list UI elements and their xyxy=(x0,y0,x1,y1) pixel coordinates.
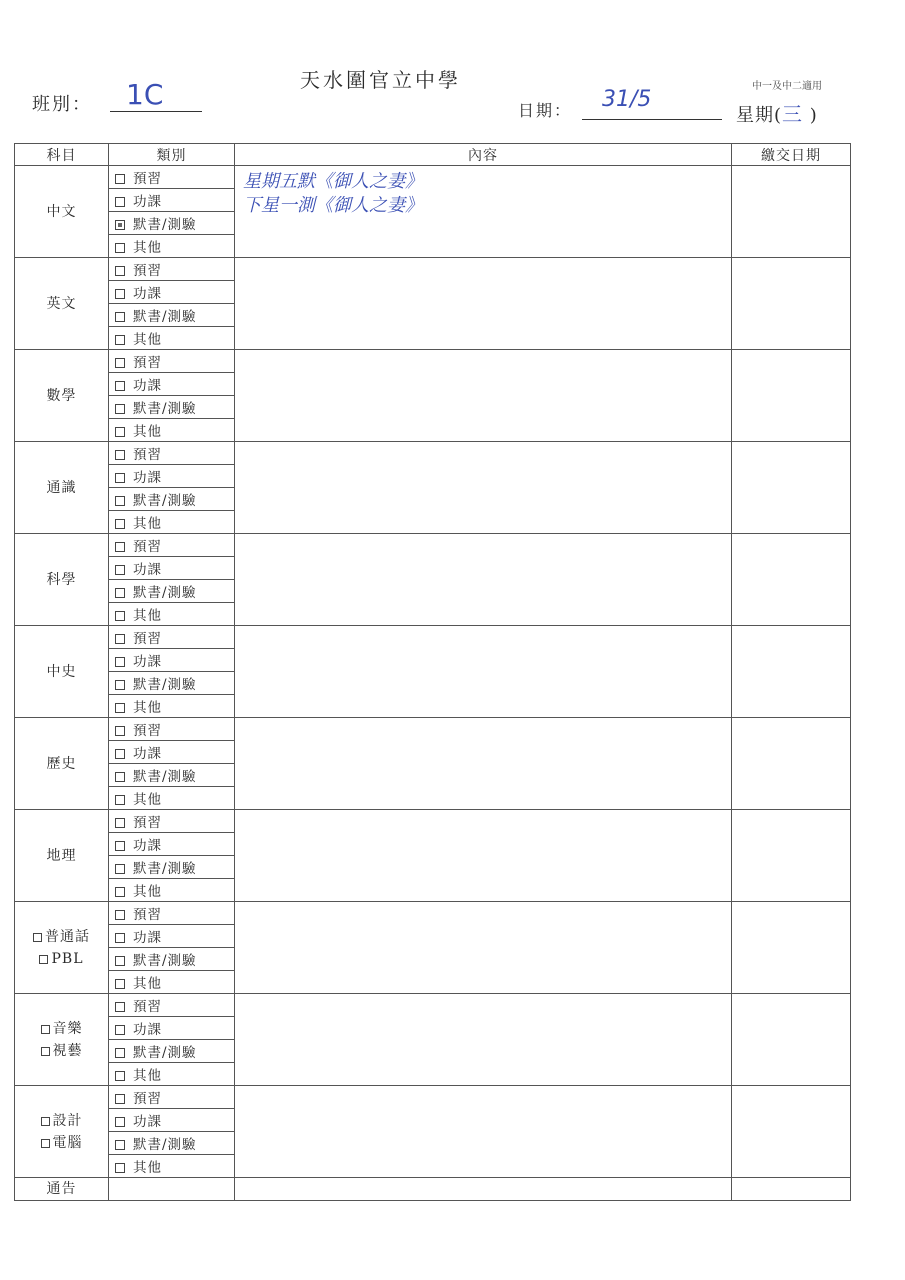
content-cell[interactable] xyxy=(235,718,732,810)
category-label: 預習 xyxy=(133,907,162,923)
category-cell[interactable] xyxy=(109,1017,235,1040)
category-cell[interactable] xyxy=(109,718,235,741)
category-cell[interactable] xyxy=(109,396,235,419)
due-date-cell[interactable] xyxy=(732,718,851,810)
category-cell[interactable] xyxy=(109,1040,235,1063)
homework-table xyxy=(14,143,851,1201)
category-checkbox[interactable] xyxy=(115,1094,125,1104)
table-row xyxy=(15,534,851,557)
category-cell[interactable] xyxy=(109,1063,235,1086)
category-cell[interactable] xyxy=(109,695,235,718)
subject-checkbox[interactable] xyxy=(41,1047,50,1056)
subject-cell xyxy=(15,258,109,350)
school-title: 天水圍官立中學 xyxy=(300,68,461,92)
notice-label: 通告 xyxy=(15,1178,109,1201)
category-label: 功課 xyxy=(133,562,162,578)
category-checkbox[interactable] xyxy=(115,887,125,897)
category-checkbox[interactable] xyxy=(115,542,125,552)
subject-name[interactable] xyxy=(15,926,108,948)
homework-entry: 下星一測《御人之妻》 xyxy=(243,195,423,216)
category-checkbox[interactable] xyxy=(115,1163,125,1173)
content-cell[interactable] xyxy=(235,810,732,902)
category-label: 預習 xyxy=(133,999,162,1015)
category-label: 功課 xyxy=(133,194,162,210)
category-label: 預習 xyxy=(133,447,162,463)
category-checkbox[interactable] xyxy=(115,979,125,989)
category-label: 其他 xyxy=(133,976,162,992)
category-cell[interactable] xyxy=(109,465,235,488)
category-checkbox[interactable] xyxy=(115,772,125,782)
content-cell[interactable] xyxy=(235,994,732,1086)
content-cell[interactable] xyxy=(235,1086,732,1178)
table-row xyxy=(15,994,851,1017)
table-row xyxy=(15,626,851,649)
subject-name[interactable] xyxy=(15,1110,108,1132)
subject-label: 中文 xyxy=(46,203,77,220)
category-label: 默書/測驗 xyxy=(133,861,197,877)
due-date-cell[interactable] xyxy=(732,902,851,994)
subject-checkbox[interactable] xyxy=(41,1025,50,1034)
subject-name[interactable] xyxy=(15,948,108,970)
content-cell[interactable] xyxy=(235,350,732,442)
due-date-cell[interactable] xyxy=(732,810,851,902)
category-cell[interactable] xyxy=(109,580,235,603)
category-cell[interactable] xyxy=(109,373,235,396)
content-cell[interactable] xyxy=(235,166,732,258)
due-date-cell[interactable] xyxy=(732,258,851,350)
category-cell[interactable] xyxy=(109,189,235,212)
subject-cell xyxy=(15,718,109,810)
subject-checkbox[interactable] xyxy=(33,933,42,942)
category-cell[interactable] xyxy=(109,488,235,511)
category-label: 其他 xyxy=(133,332,162,348)
category-label: 預習 xyxy=(133,355,162,371)
category-cell[interactable] xyxy=(109,304,235,327)
subject-cell xyxy=(15,534,109,626)
category-checkbox[interactable] xyxy=(115,1140,125,1150)
category-cell[interactable] xyxy=(109,603,235,626)
due-date-cell[interactable] xyxy=(732,626,851,718)
category-checkbox[interactable] xyxy=(115,841,125,851)
category-label: 功課 xyxy=(133,378,162,394)
category-label: 功課 xyxy=(133,838,162,854)
category-checkbox[interactable] xyxy=(115,381,125,391)
class-label: 班別： xyxy=(32,94,92,115)
category-cell[interactable] xyxy=(109,672,235,695)
category-cell[interactable] xyxy=(109,258,235,281)
content-cell[interactable] xyxy=(235,442,732,534)
category-cell[interactable] xyxy=(109,327,235,350)
header-due-date: 繳交日期 xyxy=(732,144,851,166)
notice-row xyxy=(15,1178,851,1201)
category-checkbox[interactable] xyxy=(115,312,125,322)
subject-label: 中史 xyxy=(46,663,77,680)
due-date-cell[interactable] xyxy=(732,350,851,442)
category-cell[interactable] xyxy=(109,833,235,856)
content-cell[interactable] xyxy=(235,534,732,626)
category-checkbox[interactable] xyxy=(115,933,125,943)
subject-label: 科學 xyxy=(46,571,77,588)
category-checkbox[interactable] xyxy=(115,404,125,414)
category-label: 默書/測驗 xyxy=(133,217,197,233)
subject-cell xyxy=(15,166,109,258)
subject-label: PBL xyxy=(51,950,84,967)
category-checkbox[interactable] xyxy=(115,473,125,483)
subject-label: 英文 xyxy=(46,295,77,312)
subject-cell xyxy=(15,994,109,1086)
category-label: 默書/測驗 xyxy=(133,1045,197,1061)
subject-label: 地理 xyxy=(46,847,77,864)
category-cell[interactable] xyxy=(109,856,235,879)
subject-label: 普通話 xyxy=(45,928,90,945)
due-date-cell[interactable] xyxy=(732,1086,851,1178)
notice-category-cell[interactable] xyxy=(109,1178,235,1201)
category-label: 默書/測驗 xyxy=(133,769,197,785)
category-label: 默書/測驗 xyxy=(133,1137,197,1153)
subject-name[interactable] xyxy=(15,1132,108,1154)
category-cell[interactable] xyxy=(109,350,235,373)
category-checkbox[interactable] xyxy=(115,220,125,230)
subject-cell xyxy=(15,626,109,718)
category-cell[interactable] xyxy=(109,787,235,810)
table-row xyxy=(15,902,851,925)
table-row xyxy=(15,350,851,373)
category-cell[interactable] xyxy=(109,902,235,925)
category-checkbox[interactable] xyxy=(115,956,125,966)
weekday-value: 三 xyxy=(782,102,804,126)
content-cell[interactable] xyxy=(235,258,732,350)
subject-label: 音樂 xyxy=(52,1020,83,1037)
category-label: 默書/測驗 xyxy=(133,309,197,325)
category-cell[interactable] xyxy=(109,1155,235,1178)
due-date-cell[interactable] xyxy=(732,442,851,534)
header-subject: 科目 xyxy=(15,144,109,166)
category-checkbox[interactable] xyxy=(115,680,125,690)
subject-cell xyxy=(15,350,109,442)
weekday-suffix: ) xyxy=(803,105,818,126)
category-checkbox[interactable] xyxy=(115,611,125,621)
category-cell[interactable] xyxy=(109,1132,235,1155)
category-cell[interactable] xyxy=(109,235,235,258)
category-checkbox[interactable] xyxy=(115,726,125,736)
category-label: 功課 xyxy=(133,654,162,670)
category-checkbox[interactable] xyxy=(115,174,125,184)
subject-cell xyxy=(15,442,109,534)
category-checkbox[interactable] xyxy=(115,749,125,759)
category-checkbox[interactable] xyxy=(115,266,125,276)
category-cell[interactable] xyxy=(109,1109,235,1132)
table-row xyxy=(15,442,851,465)
category-label: 其他 xyxy=(133,608,162,624)
category-checkbox[interactable] xyxy=(115,335,125,345)
category-checkbox[interactable] xyxy=(115,703,125,713)
due-date-cell[interactable] xyxy=(732,994,851,1086)
category-label: 其他 xyxy=(133,424,162,440)
category-label: 默書/測驗 xyxy=(133,585,197,601)
table-row xyxy=(15,1086,851,1109)
category-label: 預習 xyxy=(133,171,162,187)
category-checkbox[interactable] xyxy=(115,427,125,437)
category-checkbox[interactable] xyxy=(115,864,125,874)
category-label: 其他 xyxy=(133,1160,162,1176)
category-cell[interactable] xyxy=(109,442,235,465)
class-field[interactable]: 1C xyxy=(110,78,202,112)
category-cell[interactable] xyxy=(109,971,235,994)
subject-label: 通識 xyxy=(46,479,77,496)
category-label: 功課 xyxy=(133,746,162,762)
header-category: 類別 xyxy=(109,144,235,166)
category-checkbox[interactable] xyxy=(115,243,125,253)
subject-name xyxy=(15,201,108,223)
category-checkbox[interactable] xyxy=(115,519,125,529)
category-label: 默書/測驗 xyxy=(133,677,197,693)
subject-name xyxy=(15,477,108,499)
category-checkbox[interactable] xyxy=(115,818,125,828)
category-checkbox[interactable] xyxy=(115,1002,125,1012)
weekday-prefix: 星期( xyxy=(736,105,783,126)
category-label: 默書/測驗 xyxy=(133,401,197,417)
subject-label: 數學 xyxy=(46,387,77,404)
category-label: 其他 xyxy=(133,792,162,808)
category-label: 其他 xyxy=(133,884,162,900)
table-row xyxy=(15,166,851,189)
category-label: 功課 xyxy=(133,930,162,946)
subject-cell xyxy=(15,1086,109,1178)
subject-name[interactable] xyxy=(15,1040,108,1062)
category-label: 默書/測驗 xyxy=(133,953,197,969)
category-checkbox[interactable] xyxy=(115,634,125,644)
subject-label: 視藝 xyxy=(52,1042,83,1059)
category-cell[interactable] xyxy=(109,1086,235,1109)
category-label: 功課 xyxy=(133,286,162,302)
category-cell[interactable] xyxy=(109,166,235,189)
category-cell[interactable] xyxy=(109,212,235,235)
subject-name xyxy=(15,569,108,591)
date-field[interactable]: 31/5 xyxy=(582,80,722,120)
category-cell[interactable] xyxy=(109,511,235,534)
subject-name xyxy=(15,661,108,683)
content-cell[interactable] xyxy=(235,626,732,718)
table-row xyxy=(15,718,851,741)
category-label: 功課 xyxy=(133,1022,162,1038)
category-cell[interactable] xyxy=(109,994,235,1017)
category-checkbox[interactable] xyxy=(115,1025,125,1035)
content-cell[interactable] xyxy=(235,902,732,994)
subject-name xyxy=(15,845,108,867)
subject-checkbox[interactable] xyxy=(41,1139,50,1148)
category-cell[interactable] xyxy=(109,281,235,304)
category-cell[interactable] xyxy=(109,557,235,580)
category-label: 預習 xyxy=(133,815,162,831)
category-cell[interactable] xyxy=(109,764,235,787)
subject-checkbox[interactable] xyxy=(41,1117,50,1126)
usage-note: 中一及中二適用 xyxy=(752,81,822,92)
category-label: 其他 xyxy=(133,700,162,716)
category-checkbox[interactable] xyxy=(115,795,125,805)
category-checkbox[interactable] xyxy=(115,657,125,667)
header-content: 內容 xyxy=(235,144,732,166)
category-checkbox[interactable] xyxy=(115,1117,125,1127)
date-label: 日期： xyxy=(518,101,573,120)
subject-name xyxy=(15,753,108,775)
subject-name[interactable] xyxy=(15,1018,108,1040)
category-label: 預習 xyxy=(133,539,162,555)
due-date-cell[interactable] xyxy=(732,166,851,258)
category-cell[interactable] xyxy=(109,419,235,442)
category-checkbox[interactable] xyxy=(115,289,125,299)
category-cell[interactable] xyxy=(109,626,235,649)
subject-name xyxy=(15,385,108,407)
subject-label: 電腦 xyxy=(52,1134,83,1151)
category-label: 預習 xyxy=(133,1091,162,1107)
table-header-row xyxy=(15,144,851,166)
category-label: 預習 xyxy=(133,723,162,739)
category-cell[interactable] xyxy=(109,810,235,833)
category-label: 默書/測驗 xyxy=(133,493,197,509)
table-row xyxy=(15,258,851,281)
table-row xyxy=(15,810,851,833)
category-cell[interactable] xyxy=(109,948,235,971)
category-checkbox[interactable] xyxy=(115,496,125,506)
category-label: 預習 xyxy=(133,263,162,279)
subject-label: 設計 xyxy=(52,1112,83,1129)
category-checkbox[interactable] xyxy=(115,450,125,460)
category-cell[interactable] xyxy=(109,879,235,902)
category-label: 功課 xyxy=(133,470,162,486)
category-checkbox[interactable] xyxy=(115,358,125,368)
category-cell[interactable] xyxy=(109,649,235,672)
category-cell[interactable] xyxy=(109,534,235,557)
category-checkbox[interactable] xyxy=(115,197,125,207)
category-checkbox[interactable] xyxy=(115,1071,125,1081)
category-checkbox[interactable] xyxy=(115,565,125,575)
category-cell[interactable] xyxy=(109,741,235,764)
category-checkbox[interactable] xyxy=(115,910,125,920)
subject-cell xyxy=(15,902,109,994)
category-label: 其他 xyxy=(133,240,162,256)
subject-checkbox[interactable] xyxy=(39,955,48,964)
category-checkbox[interactable] xyxy=(115,588,125,598)
notice-due-cell[interactable] xyxy=(732,1178,851,1201)
subject-name xyxy=(15,293,108,315)
subject-label: 歷史 xyxy=(46,755,77,772)
category-label: 功課 xyxy=(133,1114,162,1130)
category-label: 其他 xyxy=(133,516,162,532)
weekday-field[interactable] xyxy=(736,98,818,127)
due-date-cell[interactable] xyxy=(732,534,851,626)
category-label: 預習 xyxy=(133,631,162,647)
subject-cell xyxy=(15,810,109,902)
category-label: 其他 xyxy=(133,1068,162,1084)
category-checkbox[interactable] xyxy=(115,1048,125,1058)
notice-content-cell[interactable] xyxy=(235,1178,732,1201)
homework-entry: 星期五默《御人之妻》 xyxy=(243,171,423,192)
category-cell[interactable] xyxy=(109,925,235,948)
